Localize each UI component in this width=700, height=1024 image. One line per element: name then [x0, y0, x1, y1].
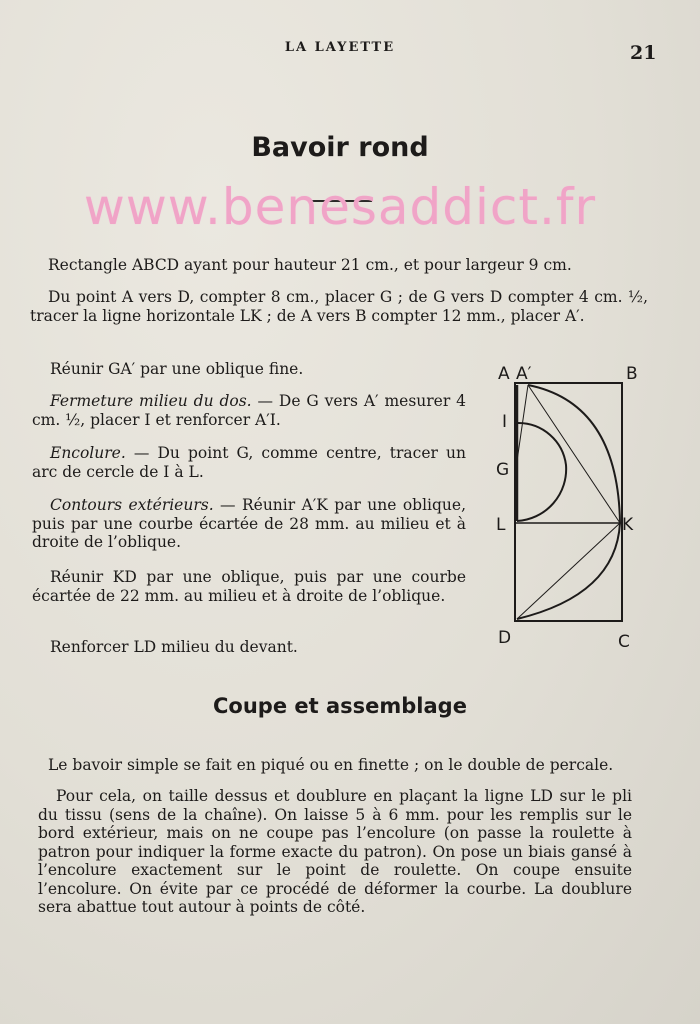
label-a-prime: A′: [516, 364, 532, 384]
watermark: www.benesaddict.fr: [83, 178, 597, 236]
paragraph-contours: [32, 496, 466, 552]
contours-label: Contours extérieurs.: [50, 496, 214, 514]
page-title: Bavoir rond: [251, 132, 429, 163]
neckline-arc: [517, 423, 566, 521]
paragraph-rectangle-text: Rectangle ABCD ayant pour hauteur 21 cm., et pour largeur 9 cm.: [48, 256, 572, 274]
paragraph-ld-text: Renforcer LD milieu du devant.: [50, 638, 298, 656]
label-b: B: [626, 364, 638, 384]
paragraph-oblique-text: Réunir GA′ par une oblique fine.: [50, 360, 304, 378]
paragraph-assemblage-text: Pour cela, on taille dessus et doublure en plaçant la ligne LD sur le pli du tissu (sens de la chaîne). On laisse 5 à 6 mm. pour les remplis sur le bord extérieur, mais on ne coupe pas l’encolure (on passe la roulette à patron pour indiquer la forme exacte du patron). On pose un biais gansé à l’encolure exactement sur le point de roulette. On coupe ensuite l’encolure. On évite par ce procédé de déformer la courbe. La doublure sera abattue tout autour à points de côté.: [38, 787, 632, 916]
paragraph-oblique: [32, 360, 466, 379]
label-c: C: [618, 632, 630, 652]
oblique-kd: [517, 523, 620, 619]
paragraph-bavoir-simple-text: Le bavoir simple se fait en piqué ou en finette ; on le double de percale.: [48, 756, 614, 774]
encolure-label: Encolure.: [50, 444, 126, 462]
paragraph-bavoir-simple: [30, 756, 648, 775]
bib-pattern-diagram: [490, 355, 650, 655]
paragraph-points: [30, 288, 648, 325]
encolure-text: — Du point G, comme centre, tracer un arc de cercle de I à L.: [32, 444, 466, 481]
fermeture-label: Fermeture milieu du dos.: [50, 392, 252, 410]
label-g: G: [496, 460, 510, 480]
paragraph-rectangle: [30, 256, 648, 275]
running-head: LA LAYETTE: [284, 40, 396, 55]
paragraph-kd-text: Réunir KD par une oblique, puis par une courbe écartée de 22 mm. au milieu et à droite de l’oblique.: [32, 568, 466, 605]
paragraph-ld: [32, 638, 466, 657]
contours-text: — Réunir A′K par une oblique, puis par une courbe écartée de 28 mm. au milieu et à droite de l’oblique.: [32, 496, 467, 551]
label-l: L: [496, 515, 506, 535]
paragraph-encolure: [32, 444, 466, 481]
page-number: 21: [630, 42, 657, 64]
paragraph-fermeture: [32, 392, 466, 429]
label-d: D: [498, 628, 512, 648]
label-i: I: [502, 412, 508, 432]
paragraph-assemblage: [38, 787, 632, 917]
paragraph-kd: [32, 568, 466, 605]
paragraph-points-text: Du point A vers D, compter 8 cm., placer G ; de G vers D compter 4 cm. ½, tracer la ligne horizontale LK ; de A vers B compter 12 mm., placer A′.: [30, 288, 648, 325]
label-k: K: [622, 515, 634, 535]
fermeture-text: — De G vers A′ mesurer 4 cm. ½, placer I et renforcer A′I.: [32, 392, 467, 429]
section-subtitle: Coupe et assemblage: [213, 694, 467, 718]
label-a: A: [498, 364, 510, 384]
